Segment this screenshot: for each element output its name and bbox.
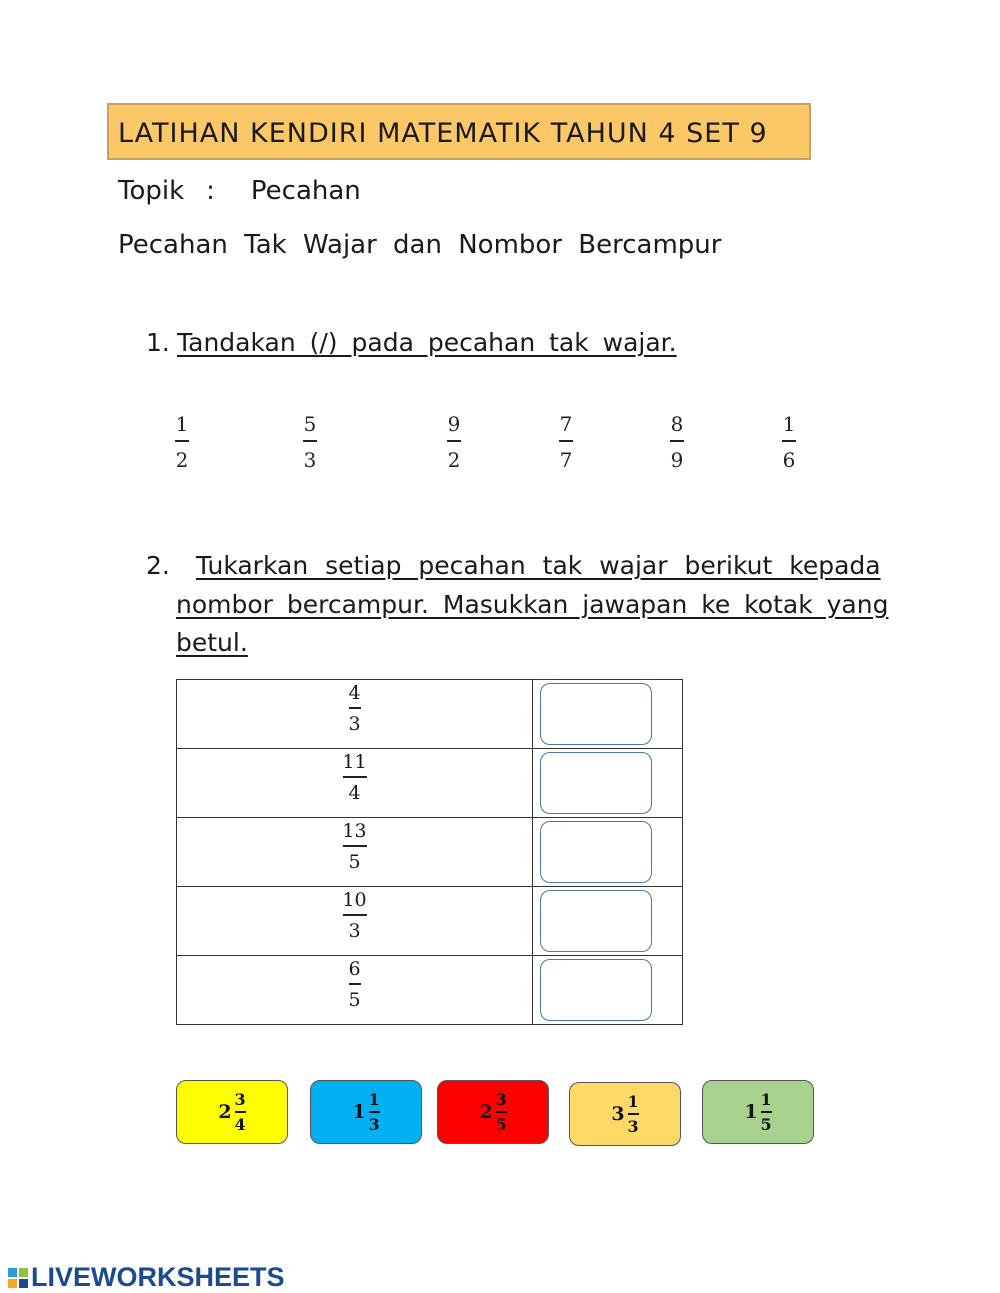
- fraction-denominator: 3: [348, 919, 361, 942]
- answer-drop-box[interactable]: [540, 959, 652, 1021]
- fraction-numerator: 5: [303, 412, 317, 436]
- fraction-denominator: 3: [348, 712, 361, 735]
- answer-cell: [533, 818, 683, 887]
- fraction-numerator: 1: [175, 412, 189, 436]
- question-2-line-1: Tukarkan setiap pecahan tak wajar berikut kepada: [196, 551, 881, 580]
- fraction-numerator: 13: [342, 820, 367, 842]
- chip-numerator: 3: [495, 1090, 507, 1110]
- table-row: [177, 749, 683, 818]
- question-1-number: 1.: [146, 328, 170, 357]
- answer-chip[interactable]: [437, 1080, 549, 1144]
- answer-cell: [533, 680, 683, 749]
- fraction-numerator: 8: [670, 412, 684, 436]
- fraction-cell: [177, 680, 533, 749]
- table-row: [177, 680, 683, 749]
- topic-line: [118, 176, 361, 206]
- table-row: [177, 956, 683, 1025]
- chip-numerator: 1: [368, 1090, 380, 1110]
- topic-value: Pecahan: [250, 176, 361, 206]
- answer-chip[interactable]: [310, 1080, 422, 1144]
- fraction-denominator: 7: [559, 447, 573, 472]
- table-row: [177, 887, 683, 956]
- fraction-denominator: 4: [348, 781, 361, 804]
- answer-drop-box[interactable]: [540, 821, 652, 883]
- question-2-line-2: nombor bercampur. Masukkan jawapan ke kotak yang: [176, 590, 889, 619]
- fraction-numerator: 6: [348, 958, 361, 980]
- answer-chip[interactable]: [702, 1080, 814, 1144]
- worksheet-title: LATIHAN KENDIRI MATEMATIK TAHUN 4 SET 9: [118, 118, 768, 149]
- chip-whole: 1: [352, 1101, 366, 1123]
- fraction-cell: [177, 749, 533, 818]
- answer-chip[interactable]: [176, 1080, 288, 1144]
- subtopic: Pecahan Tak Wajar dan Nombor Bercampur: [118, 230, 722, 260]
- chip-whole: 2: [479, 1101, 493, 1123]
- fraction-denominator: 5: [348, 988, 361, 1011]
- question-1-instruction: Tandakan (/) pada pecahan tak wajar.: [177, 328, 677, 357]
- brand-name: LIVEWORKSHEETS: [31, 1262, 285, 1292]
- liveworksheets-logo[interactable]: [8, 1262, 285, 1293]
- question-2-number: 2.: [146, 551, 170, 580]
- conversion-table: [176, 679, 683, 1025]
- answer-cell: [533, 887, 683, 956]
- chip-numerator: 1: [760, 1090, 772, 1110]
- answer-cell: [533, 956, 683, 1025]
- answer-drop-box[interactable]: [540, 752, 652, 814]
- topic-label: Topik: [118, 176, 185, 206]
- fraction-denominator: 3: [303, 447, 317, 472]
- chip-whole: 2: [218, 1101, 232, 1123]
- fraction-cell: [177, 956, 533, 1025]
- fraction-denominator: 5: [348, 850, 361, 873]
- fraction-cell: [177, 887, 533, 956]
- answer-cell: [533, 749, 683, 818]
- q1-fraction[interactable]: [559, 412, 573, 472]
- fraction-numerator: 4: [348, 682, 361, 704]
- fraction-numerator: 1: [782, 412, 796, 436]
- fraction-denominator: 6: [782, 447, 796, 472]
- answer-drop-box[interactable]: [540, 683, 652, 745]
- chip-numerator: 1: [627, 1092, 639, 1112]
- q1-fraction[interactable]: [670, 412, 684, 472]
- chip-denominator: 4: [234, 1114, 246, 1134]
- fraction-denominator: 9: [670, 447, 684, 472]
- chip-denominator: 3: [627, 1116, 639, 1136]
- table-row: [177, 818, 683, 887]
- question-2-line-3: betul.: [176, 628, 248, 657]
- chip-denominator: 3: [368, 1114, 380, 1134]
- answer-drop-box[interactable]: [540, 890, 652, 952]
- fraction-numerator: 10: [342, 889, 367, 911]
- q1-fraction[interactable]: [447, 412, 461, 472]
- fraction-numerator: 7: [559, 412, 573, 436]
- logo-icon: [8, 1268, 28, 1288]
- chip-whole: 1: [744, 1101, 758, 1123]
- answer-chip[interactable]: [569, 1082, 681, 1146]
- chip-whole: 3: [611, 1103, 625, 1125]
- fraction-denominator: 2: [175, 447, 189, 472]
- topic-colon: :: [206, 176, 215, 206]
- fraction-cell: [177, 818, 533, 887]
- chip-denominator: 5: [495, 1114, 507, 1134]
- q1-fraction[interactable]: [303, 412, 317, 472]
- q1-fraction[interactable]: [175, 412, 189, 472]
- chip-denominator: 5: [760, 1114, 772, 1134]
- fraction-numerator: 9: [447, 412, 461, 436]
- chip-numerator: 3: [234, 1090, 246, 1110]
- fraction-numerator: 11: [342, 751, 367, 773]
- q1-fraction[interactable]: [782, 412, 796, 472]
- fraction-denominator: 2: [447, 447, 461, 472]
